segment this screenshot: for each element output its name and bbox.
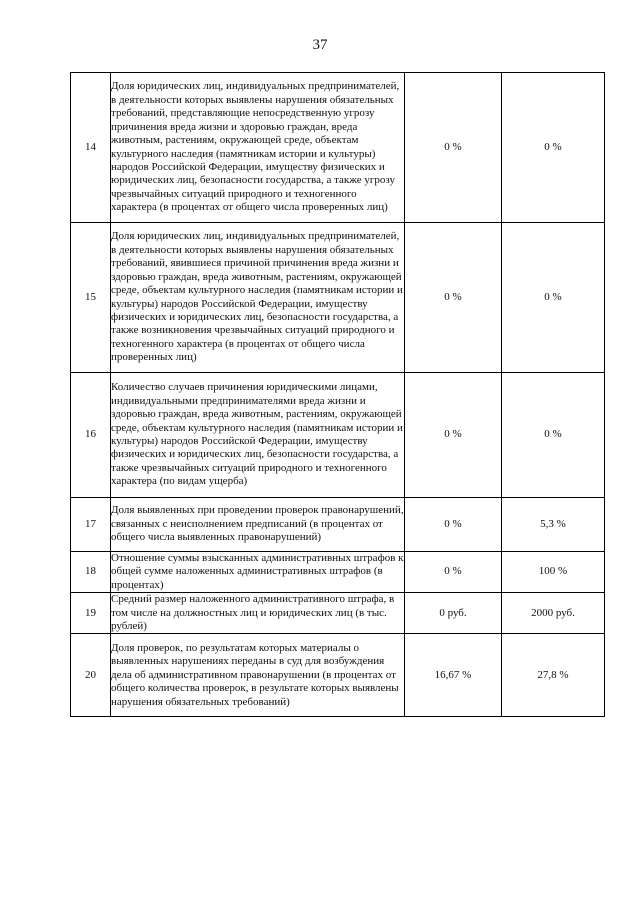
indicator-value-1: 0 % [405, 552, 502, 593]
table-row [71, 593, 605, 634]
indicator-value-2: 100 % [502, 552, 605, 593]
row-number: 18 [71, 552, 111, 593]
indicator-value-1: 16,67 % [405, 634, 502, 717]
table-row [71, 373, 605, 498]
indicator-description: Количество случаев причинения юридическими лицами, индивидуальными предпринимателями вреда жизни и здоровью граждан, вреда животным, растениям, окружающей среде, объектам культурного наследия (памятникам истории и культуры) народов Российской Федерации, имуществу физических и юридических лиц, безопасности государства, а также чрезвычайных ситуаций природного и техногенного характера (по видам ущерба) [111, 373, 405, 498]
indicator-description: Отношение суммы взысканных административных штрафов к общей сумме наложенных административных штрафов (в процентах) [111, 552, 404, 591]
indicator-description: Доля юридических лиц, индивидуальных предпринимателей, в деятельности которых выявлены нарушения обязательных требований, явившиеся причиной причинения вреда жизни и здоровью граждан, вреда животным, растениям, окружающей среде, объектам культурного наследия (памятникам истории и культуры) народов Российской Федерации, имуществу физических и юридических лиц, безопасности государства, а также возникновения чрезвычайных ситуаций природного и техногенного характера (в процентах от общего числа проверенных лиц) [111, 223, 405, 373]
indicator-value-2: 0 % [502, 373, 605, 498]
row-number: 20 [71, 634, 111, 717]
row-number: 17 [71, 498, 111, 552]
table-row [71, 223, 605, 373]
indicator-description: Доля выявленных при проведении проверок правонарушений, связанных с неисполнением предписаний (в процентах от общего числа выявленных правонарушений) [111, 498, 405, 552]
indicator-value-1: 0 руб. [405, 593, 502, 634]
table-row [71, 634, 605, 717]
indicators-table [70, 72, 605, 717]
table-row [71, 552, 605, 593]
indicator-value-2: 2000 руб. [502, 593, 605, 634]
indicator-value-2: 5,3 % [502, 498, 605, 552]
row-number: 16 [71, 373, 111, 498]
indicator-value-2: 0 % [502, 223, 605, 373]
page-number: 37 [312, 37, 328, 53]
row-number: 19 [71, 593, 111, 634]
row-number: 15 [71, 223, 111, 373]
table-row [71, 498, 605, 552]
indicator-value-1: 0 % [405, 498, 502, 552]
indicator-value-1: 0 % [405, 223, 502, 373]
row-number: 14 [71, 73, 111, 223]
table-row [71, 73, 605, 223]
indicator-description: Доля проверок, по результатам которых материалы о выявленных нарушениях переданы в суд для возбуждения дела об административном правонарушении (в процентах от общего количества проверок, в результате которых выявлены нарушения обязательных требований) [111, 634, 405, 717]
indicator-value-1: 0 % [405, 373, 502, 498]
indicator-description: Средний размер наложенного административного штрафа, в том числе на должностных лиц и юридических лиц (в тыс. рублей) [111, 593, 405, 634]
indicator-description: Доля юридических лиц, индивидуальных предпринимателей, в деятельности которых выявлены нарушения обязательных требований, представляющие непосредственную угрозу причинения вреда жизни и здоровью граждан, вреда животным, растениям, окружающей среде, объектам культурного наследия (памятникам истории и культуры) народов Российской Федерации, имуществу физических и юридических лиц, безопасности государства, а также угрозу чрезвычайных ситуаций природного и техногенного характера (в процентах от общего числа проверенных лиц) [111, 73, 405, 223]
indicator-value-1: 0 % [405, 73, 502, 223]
indicator-value-2: 0 % [502, 73, 605, 223]
indicator-value-2: 27,8 % [502, 634, 605, 717]
